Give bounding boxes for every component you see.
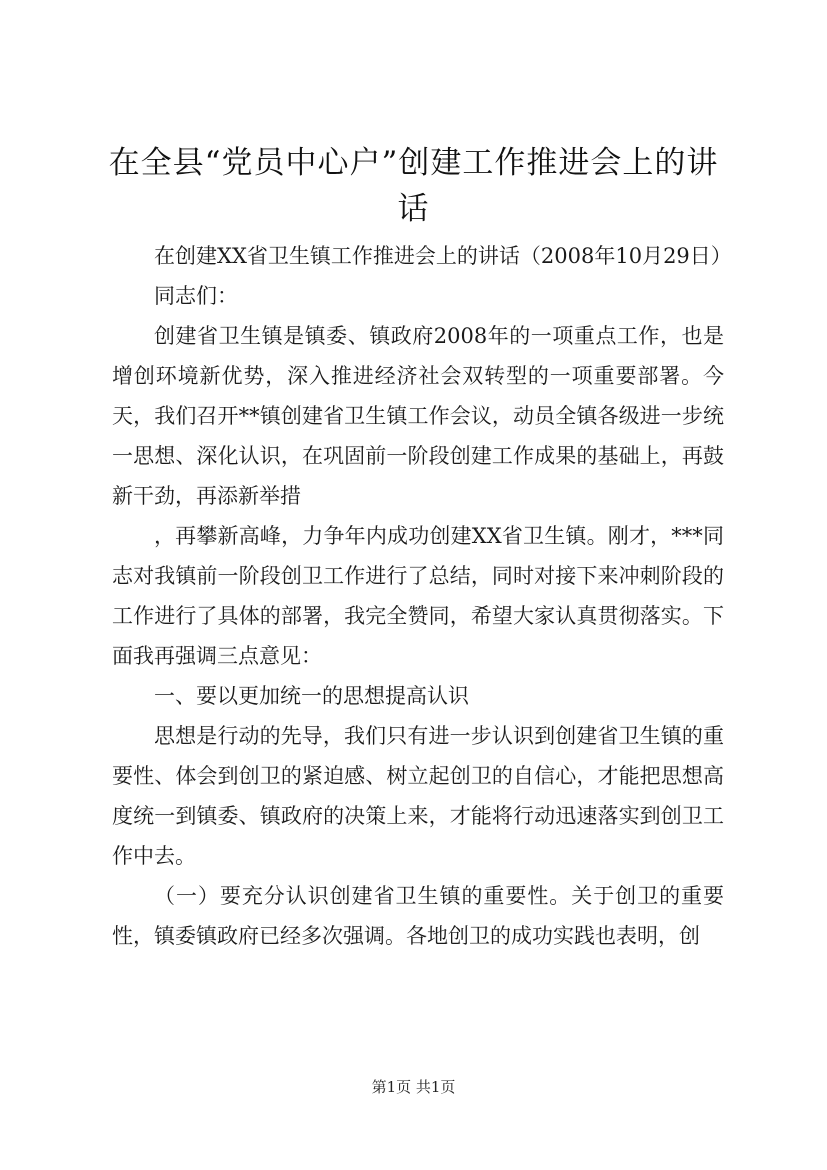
section-heading-1: 一、要以更加统一的思想提高认识 bbox=[154, 684, 469, 708]
paragraph-salutation: 同志们： bbox=[154, 284, 238, 308]
paragraph-subsection-1: （一）要充分认识创建省卫生镇的重要性。关于创卫的重要性，镇委镇政府已经多次强调。各地创卫的成功实践也表明，创 bbox=[112, 884, 724, 948]
paragraph-intro: 创建省卫生镇是镇委、镇政府2008年的一项重点工作，也是增创环境新优势，深入推进经济社会双转型的一项重要部署。今天，我们召开**镇创建省卫生镇工作会议，动员全镇各级进一步统一思想、深化认识，在巩固前一阶段创建工作成果的基础上，再鼓新干劲，再添新举措 bbox=[112, 324, 724, 508]
document-title: 在全县“党员中心户”创建工作推进会上的讲话 bbox=[108, 145, 719, 227]
document-body bbox=[112, 236, 732, 956]
paragraph-subtitle: 在创建XX省卫生镇工作推进会上的讲话（2008年10月29日） bbox=[154, 244, 732, 268]
paragraph-section-1: 思想是行动的先导，我们只有进一步认识到创建省卫生镇的重要性、体会到创卫的紧迫感、树立起创卫的自信心，才能把思想高度统一到镇委、镇政府的决策上来，才能将行动迅速落实到创卫工作中去。 bbox=[112, 724, 724, 868]
paragraph-continuation: ，再攀新高峰，力争年内成功创建XX省卫生镇。刚才，***同志对我镇前一阶段创卫工作进行了总结，同时对接下来冲刺阶段的工作进行了具体的部署，我完全赞同，希望大家认真贯彻落实。下面我再强调三点意见： bbox=[112, 524, 724, 668]
page-footer: 第1页 共1页 bbox=[371, 1078, 456, 1096]
